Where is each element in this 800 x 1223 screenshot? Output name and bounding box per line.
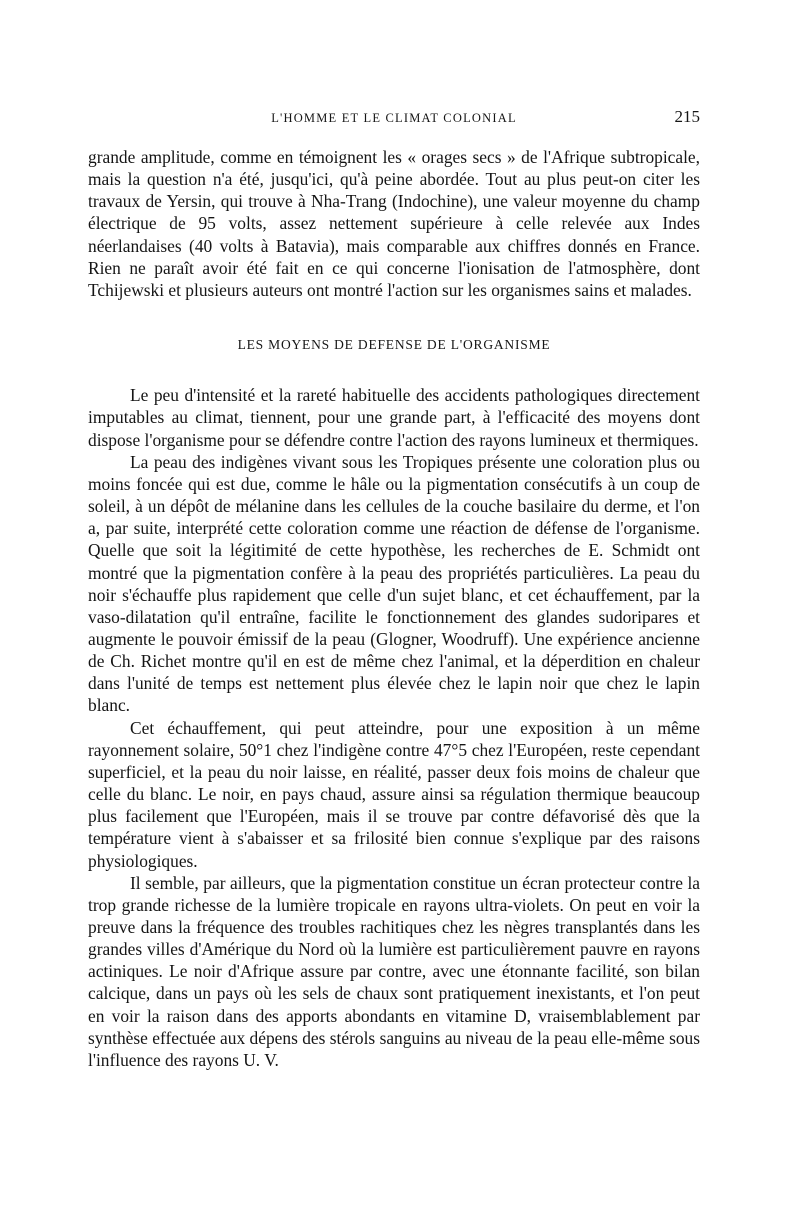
paragraph-continuation: grande amplitude, comme en témoignent les « orages secs » de l'Afrique subtropicale, mais la question n'a été, jusqu'ici, qu'à peine abordée. Tout au plus peut-on citer les travaux de Yersin, qui trouve à Nha-Trang (Indochine), une valeur moyenne du champ électrique de 95 volts, assez nettement supérieure à celle relevée aux Indes néerlandaises (40 volts à Batavia), mais comparable aux chiffres donnés en France. Rien ne paraît avoir été fait en ce qui concerne l'ionisation de l'atmosphère, dont Tchijewski et plusieurs auteurs ont montré l'action sur les organismes sains et malades.	[88, 147, 700, 300]
section-heading: LES MOYENS DE DEFENSE DE L'ORGANISME	[237, 337, 551, 353]
paragraph: Le peu d'intensité et la rareté habituelle des accidents pathologiques directement imputables au climat, tiennent, pour une grande part, à l'efficacité des moyens dont dispose l'organisme pour se défendre contre l'action des rayons lumineux et thermiques.	[88, 385, 700, 450]
page-number: 215	[674, 107, 700, 126]
paragraph: La peau des indigènes vivant sous les Tropiques présente une coloration plus ou moins foncée qui est due, comme le hâle ou la pigmentation consécutifs à un coup de soleil, à un dépôt de mélanine dans les cellules de la couche basilaire du derme, et l'on a, par suite, interprété cette coloration comme une réaction de défense de l'organisme. Quelle que soit la légitimité de cette hypothèse, les recherches de E. Schmidt ont montré que la pigmentation confère à la peau des propriétés particulières. La peau du noir s'échauffe plus rapidement que celle d'un sujet blanc, et cet échauffement, par la vaso-dilatation qu'il entraîne, facilite le fonctionnement des glandes sudoripares et augmente le pouvoir émissif de la peau (Glogner, Woodruff). Une expérience ancienne de Ch. Richet montre qu'il en est de même chez l'animal, et la déperdition en chaleur dans l'unité de temps est nettement plus élevée chez le lapin noir que chez le lapin blanc.	[88, 451, 700, 716]
body-text	[88, 146, 700, 1071]
running-head: L'HOMME ET LE CLIMAT COLONIAL	[271, 111, 517, 125]
paragraph: Il semble, par ailleurs, que la pigmentation constitue un écran protecteur contre la trop grande richesse de la lumière tropicale en rayons ultra-violets. On peut en voir la preuve dans la fréquence des troubles rachitiques chez les nègres transplantés dans les grandes villes d'Amérique du Nord où la lumière est particulièrement pauvre en rayons actiniques. Le noir d'Afrique assure par contre, avec une étonnante facilité, son bilan calcique, dans un pays où les sels de chaux sont pratiquement inexistants, et l'on peut en voir la raison dans des apports abondants en vitamine D, vraisemblablement par synthèse effectuée aux dépens des stérols sanguins au niveau de la peau elle-même sous l'influence des rayons U. V.	[88, 872, 700, 1070]
paragraph: Cet échauffement, qui peut atteindre, pour une exposition à un même rayonnement solaire, 50°1 chez l'indigène contre 47°5 chez l'Européen, reste cependant superficiel, et la peau du noir laisse, en réalité, passer deux fois moins de chaleur que celle du blanc. Le noir, en pays chaud, assure ainsi sa régulation thermique beaucoup plus facilement que l'Européen, mais il se trouve par contre défavorisé dès que la température vient à s'abaisser et sa frilosité bien connue s'explique par des raisons physiologiques.	[88, 717, 700, 871]
